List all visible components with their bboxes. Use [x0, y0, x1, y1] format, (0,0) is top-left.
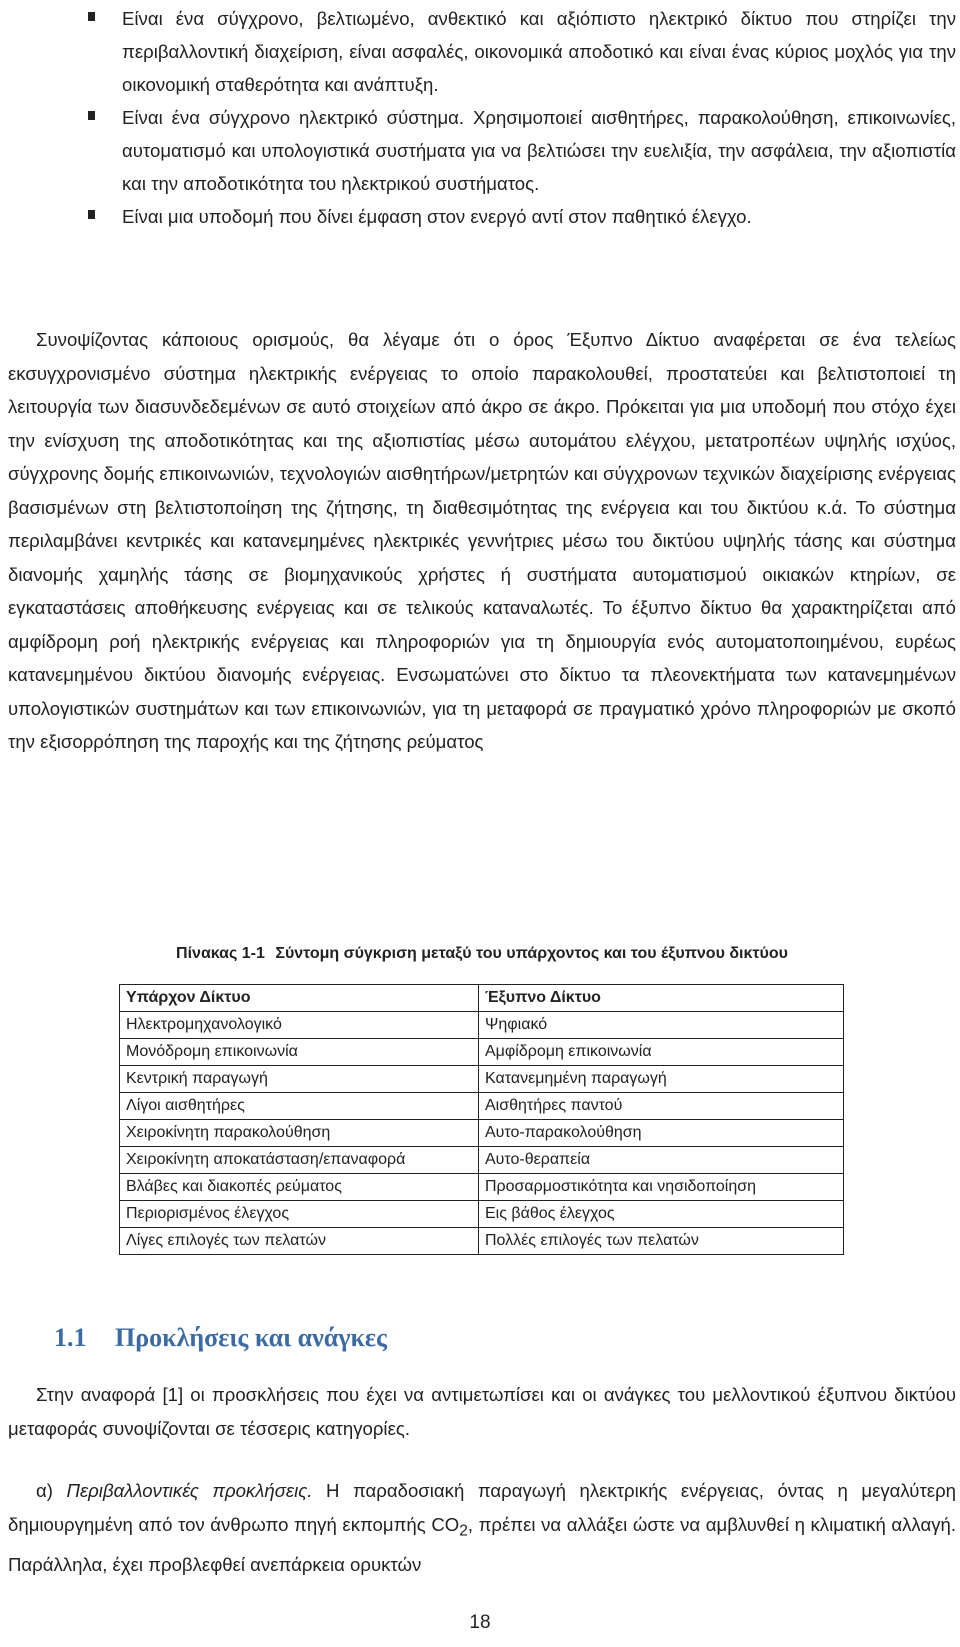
column-header: Υπάρχον Δίκτυο [120, 985, 479, 1012]
table-caption-number: Πίνακας 1-1 [176, 945, 265, 962]
table-row [120, 1201, 844, 1228]
table-row [120, 1012, 844, 1039]
table-cell: Χειροκίνητη αποκατάσταση/επαναφορά [120, 1147, 479, 1174]
table-cell: Προσαρμοστικότητα και νησιδοποίηση [479, 1174, 844, 1201]
table-cell: Περιορισμένος έλεγχος [120, 1201, 479, 1228]
bullet-list [88, 2, 956, 233]
section-heading [54, 1323, 387, 1353]
table-cell: Αυτο-παρακολούθηση [479, 1120, 844, 1147]
comparison-table [119, 984, 844, 1255]
table-row [120, 1093, 844, 1120]
table-cell: Χειροκίνητη παρακολούθηση [120, 1120, 479, 1147]
table-cell: Εις βάθος έλεγχος [479, 1201, 844, 1228]
table-row [120, 1228, 844, 1255]
table-cell: Κεντρική παραγωγή [120, 1066, 479, 1093]
table-cell: Κατανεμημένη παραγωγή [479, 1066, 844, 1093]
environmental-paragraph: α) Περιβαλλοντικές προκλήσεις. Η παραδοσιακή παραγωγή ηλεκτρικής ενέργειας, όντας η μεγαλύτερη δημιουργημένη από τον άνθρωπο πηγή εκπομπής $CO_2$, πρέπει να αλλάξει ώστε να αμβλυνθεί η κλιματική αλλαγή. Παράλληλα, έχει προβλεφθεί ανεπάρκεια ορυκτών [8, 1480, 957, 1575]
bullet-item: Είναι ένα σύγχρονο ηλεκτρικό σύστημα. Χρησιμοποιεί αισθητήρες, παρακολούθηση, επικοινωνίες, αυτοματισμό και υπολογιστικά συστήματα για να βελτιώσει την ευελιξία, την ασφάλεια, την αξιοπιστία και την αποδοτικότητα του ηλεκτρικού συστήματος. [88, 101, 956, 200]
table-row [120, 1039, 844, 1066]
bullet-item: Είναι μια υποδομή που δίνει έμφαση στον ενεργό αντί στον παθητικό έλεγχο. [88, 200, 956, 233]
table-cell: Βλάβες και διακοπές ρεύματος [120, 1174, 479, 1201]
italic-term: Περιβαλλοντικές προκλήσεις. [66, 1480, 313, 1501]
reference-paragraph: Στην αναφορά [1] οι προσκλήσεις που έχει να αντιμετωπίσει και οι ανάγκες του μελλοντικού έξυπνου δικτύου μεταφοράς συνοψίζονται σε τέσσερις κατηγορίες. [8, 1384, 956, 1439]
table-cell: Μονόδρομη επικοινωνία [120, 1039, 479, 1066]
section-title: Προκλήσεις και ανάγκες [115, 1323, 387, 1352]
co2-subscript: 2 [459, 1522, 468, 1540]
table-row [120, 1120, 844, 1147]
table-cell: Αισθητήρες παντού [479, 1093, 844, 1120]
table-cell: Αυτο-θεραπεία [479, 1147, 844, 1174]
square-bullet-icon [88, 111, 95, 120]
table-cell: Ψηφιακό [479, 1012, 844, 1039]
square-bullet-icon [88, 12, 95, 21]
table-cell: Αμφίδρομη επικοινωνία [479, 1039, 844, 1066]
table-row [120, 1147, 844, 1174]
table-cell: Λίγες επιλογές των πελατών [120, 1228, 479, 1255]
table-row [120, 1174, 844, 1201]
page-number: 18 [469, 1612, 491, 1633]
square-bullet-icon [88, 210, 95, 219]
table-caption-title: Σύντομη σύγκριση μεταξύ του υπάρχοντος και του έξυπνου δικτύου [275, 945, 788, 962]
table-cell: Ηλεκτρομηχανολογικό [120, 1012, 479, 1039]
list-prefix: α) [36, 1480, 53, 1501]
column-header: Έξυπνο Δίκτυο [479, 985, 844, 1012]
summary-paragraph: Συνοψίζοντας κάποιους ορισμούς, θα λέγαμε ότι ο όρος Έξυπνο Δίκτυο αναφέρεται σε ένα τελείως εκσυγχρονισμένο σύστημα ηλεκτρικής ενέργειας το οποίο παρακολουθεί, προστατεύει και βελτιστοποιεί τη λειτουργία των διασυνδεδεμένων σε αυτό στοιχείων από άκρο σε άκρο. Πρόκειται για μια υποδομή που στόχο έχει την ενίσχυση της αποδοτικότητας και της αξιοπιστίας μέσω αυτομάτου ελέγχου, μετατροπέων υψηλής ισχύος, σύγχρονης δομής επικοινωνιών, τεχνολογιών αισθητήρων/μετρητών και σύγχρονων τεχνικών διαχείρισης ενέργειας βασισμένων στη βελτιστοποίηση της ζήτησης, τη διαθεσιμότητας της ενέργεια και του δικτύου κ.ά. Το σύστημα περιλαμβάνει κεντρικές και κατανεμημένες ηλεκτρικές γεννήτριες μέσω του δικτύου υψηλής τάσης και σύστημα διανομής χαμηλής τάσης σε βιομηχανικούς χρήστες ή συστήματα αυτοματισμού οικιακών κτηρίων, σε εγκαταστάσεις αποθήκευσης ενέργειας και σε τελικούς καταναλωτές. Το έξυπνο δίκτυο θα χαρακτηρίζεται από αμφίδρομη ροή ηλεκτρικής ενέργειας και πληροφοριών για τη δημιουργία ενός αυτοματοποιημένου, ευρέως κατανεμημένου δικτύου διανομής ενέργειας. Ενσωματώνει στο δίκτυο τα πλεονεκτήματα των κατανεμημένων υπολογιστικών συστημάτων και των επικοινωνιών, για τη μεταφορά σε πραγματικό χρόνο πληροφοριών με σκοπό την εξισορρόπηση της παροχής και της ζήτησης ρεύματος [8, 329, 956, 752]
table-cell: Πολλές επιλογές των πελατών [479, 1228, 844, 1255]
table-cell: Λίγοι αισθητήρες [120, 1093, 479, 1120]
section-number: 1.1 [54, 1323, 87, 1352]
table-row [120, 1066, 844, 1093]
table-header-row [120, 985, 844, 1012]
table-caption [8, 945, 956, 963]
bullet-item: Είναι ένα σύγχρονο, βελτιωμένο, ανθεκτικό και αξιόπιστο ηλεκτρικό δίκτυο που στηρίζει την περιβαλλοντική διαχείριση, είναι ασφαλές, οικονομικά αποδοτικό και είναι ένας κύριος μοχλός για την οικονομική σταθερότητα και ανάπτυξη. [88, 2, 956, 101]
